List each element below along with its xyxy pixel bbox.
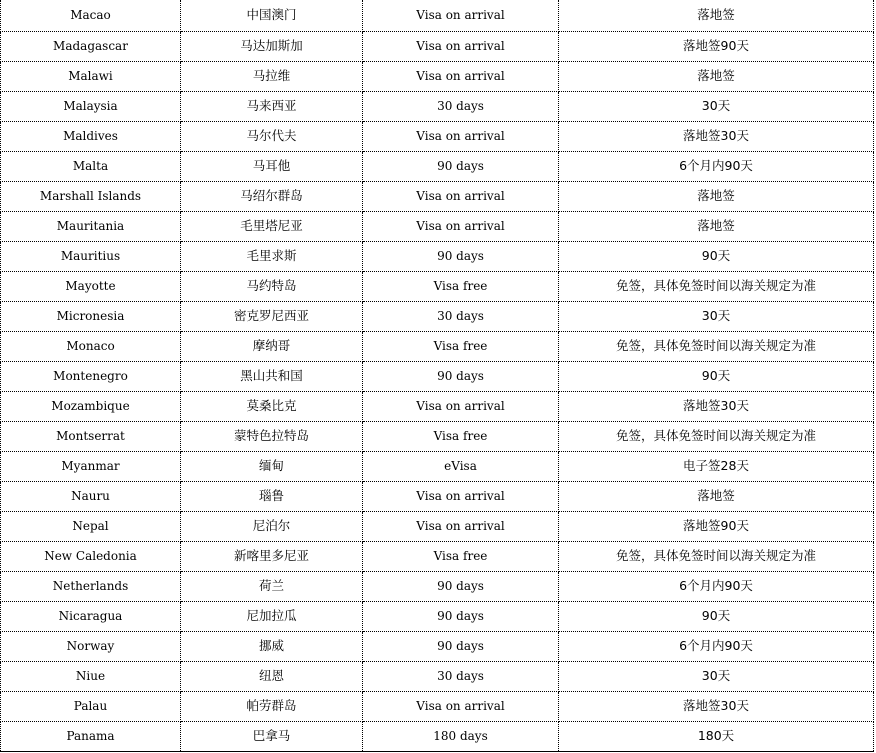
table-row xyxy=(1,31,874,61)
country-name-en: Palau xyxy=(1,691,181,721)
visa-policy-zh: 免签，具体免签时间以海关规定为准 xyxy=(559,421,874,451)
visa-policy-en: Visa on arrival xyxy=(363,211,559,241)
country-name-en: Maldives xyxy=(1,121,181,151)
visa-policy-zh: 免签，具体免签时间以海关规定为准 xyxy=(559,541,874,571)
visa-policy-en: Visa on arrival xyxy=(363,181,559,211)
country-name-zh: 尼加拉瓜 xyxy=(181,601,363,631)
country-name-en: Madagascar xyxy=(1,31,181,61)
country-name-zh: 纽恩 xyxy=(181,661,363,691)
country-name-en: Micronesia xyxy=(1,301,181,331)
country-name-en: Netherlands xyxy=(1,571,181,601)
visa-policy-zh: 6个月内90天 xyxy=(559,151,874,181)
table-row xyxy=(1,331,874,361)
country-name-zh: 马约特岛 xyxy=(181,271,363,301)
table-row xyxy=(1,121,874,151)
visa-policy-en: Visa on arrival xyxy=(363,121,559,151)
visa-policy-zh: 落地签90天 xyxy=(559,31,874,61)
visa-policy-en: 90 days xyxy=(363,241,559,271)
visa-policy-zh: 90天 xyxy=(559,361,874,391)
table-row xyxy=(1,391,874,421)
visa-policy-en: 90 days xyxy=(363,571,559,601)
visa-policy-zh: 落地签 xyxy=(559,481,874,511)
table-row xyxy=(1,451,874,481)
country-name-zh: 莫桑比克 xyxy=(181,391,363,421)
country-name-en: Niue xyxy=(1,661,181,691)
country-name-en: Myanmar xyxy=(1,451,181,481)
visa-policy-zh: 30天 xyxy=(559,661,874,691)
country-name-en: Mozambique xyxy=(1,391,181,421)
table-row xyxy=(1,511,874,541)
country-name-zh: 马尔代夫 xyxy=(181,121,363,151)
country-name-en: Mayotte xyxy=(1,271,181,301)
table-row xyxy=(1,241,874,271)
visa-policy-en: 30 days xyxy=(363,91,559,121)
country-name-en: Macao xyxy=(1,0,181,31)
country-name-zh: 黑山共和国 xyxy=(181,361,363,391)
visa-policy-en: 90 days xyxy=(363,601,559,631)
table-row xyxy=(1,481,874,511)
country-name-zh: 中国澳门 xyxy=(181,0,363,31)
table-row xyxy=(1,61,874,91)
visa-policy-zh: 90天 xyxy=(559,601,874,631)
visa-policy-en: Visa on arrival xyxy=(363,481,559,511)
visa-policy-zh: 30天 xyxy=(559,301,874,331)
visa-policy-zh: 落地签 xyxy=(559,211,874,241)
visa-table-body xyxy=(1,0,874,751)
country-name-en: Monaco xyxy=(1,331,181,361)
visa-policy-zh: 落地签30天 xyxy=(559,691,874,721)
country-name-en: New Caledonia xyxy=(1,541,181,571)
country-name-en: Malawi xyxy=(1,61,181,91)
table-row xyxy=(1,541,874,571)
table-row xyxy=(1,211,874,241)
country-name-zh: 马绍尔群岛 xyxy=(181,181,363,211)
country-name-zh: 马达加斯加 xyxy=(181,31,363,61)
visa-policy-zh: 落地签30天 xyxy=(559,121,874,151)
visa-policy-en: 30 days xyxy=(363,301,559,331)
visa-policy-zh: 落地签 xyxy=(559,61,874,91)
country-name-zh: 巴拿马 xyxy=(181,721,363,751)
table-row xyxy=(1,0,874,31)
table-row xyxy=(1,271,874,301)
visa-policy-zh: 落地签 xyxy=(559,181,874,211)
visa-policy-en: Visa on arrival xyxy=(363,0,559,31)
country-name-en: Panama xyxy=(1,721,181,751)
country-name-en: Nicaragua xyxy=(1,601,181,631)
country-name-zh: 帕劳群岛 xyxy=(181,691,363,721)
table-row xyxy=(1,181,874,211)
country-name-zh: 挪威 xyxy=(181,631,363,661)
visa-policy-en: Visa on arrival xyxy=(363,391,559,421)
table-row xyxy=(1,721,874,751)
table-row xyxy=(1,631,874,661)
visa-policy-en: 90 days xyxy=(363,631,559,661)
country-name-en: Montserrat xyxy=(1,421,181,451)
visa-policy-zh: 90天 xyxy=(559,241,874,271)
table-row xyxy=(1,571,874,601)
country-name-zh: 马拉维 xyxy=(181,61,363,91)
country-name-en: Norway xyxy=(1,631,181,661)
visa-policy-en: Visa free xyxy=(363,541,559,571)
visa-policy-zh: 6个月内90天 xyxy=(559,631,874,661)
country-name-zh: 毛里求斯 xyxy=(181,241,363,271)
table-row xyxy=(1,91,874,121)
table-row xyxy=(1,151,874,181)
country-name-en: Malaysia xyxy=(1,91,181,121)
visa-policy-en: Visa free xyxy=(363,331,559,361)
visa-policy-en: Visa on arrival xyxy=(363,691,559,721)
visa-policy-zh: 30天 xyxy=(559,91,874,121)
country-name-en: Montenegro xyxy=(1,361,181,391)
country-name-en: Nepal xyxy=(1,511,181,541)
table-row xyxy=(1,601,874,631)
country-name-en: Nauru xyxy=(1,481,181,511)
visa-policy-en: 180 days xyxy=(363,721,559,751)
visa-policy-zh: 180天 xyxy=(559,721,874,751)
country-name-zh: 尼泊尔 xyxy=(181,511,363,541)
visa-policy-en: Visa on arrival xyxy=(363,511,559,541)
country-name-zh: 马耳他 xyxy=(181,151,363,181)
country-name-zh: 瑙鲁 xyxy=(181,481,363,511)
country-name-zh: 新喀里多尼亚 xyxy=(181,541,363,571)
table-row xyxy=(1,691,874,721)
visa-policy-zh: 电子签28天 xyxy=(559,451,874,481)
table-row xyxy=(1,301,874,331)
visa-policy-en: Visa on arrival xyxy=(363,61,559,91)
country-name-zh: 摩纳哥 xyxy=(181,331,363,361)
visa-policy-zh: 免签，具体免签时间以海关规定为准 xyxy=(559,271,874,301)
visa-policy-zh: 6个月内90天 xyxy=(559,571,874,601)
visa-policy-zh: 落地签90天 xyxy=(559,511,874,541)
table-row xyxy=(1,661,874,691)
visa-policy-en: 30 days xyxy=(363,661,559,691)
table-row xyxy=(1,421,874,451)
country-name-zh: 缅甸 xyxy=(181,451,363,481)
visa-policy-en: Visa free xyxy=(363,271,559,301)
table-row xyxy=(1,361,874,391)
visa-policy-en: 90 days xyxy=(363,151,559,181)
country-name-en: Mauritania xyxy=(1,211,181,241)
country-name-zh: 马来西亚 xyxy=(181,91,363,121)
visa-policy-zh: 落地签 xyxy=(559,0,874,31)
visa-policy-en: 90 days xyxy=(363,361,559,391)
visa-policy-en: Visa free xyxy=(363,421,559,451)
country-name-zh: 蒙特色拉特岛 xyxy=(181,421,363,451)
country-name-en: Mauritius xyxy=(1,241,181,271)
country-name-en: Marshall Islands xyxy=(1,181,181,211)
visa-policy-zh: 免签，具体免签时间以海关规定为准 xyxy=(559,331,874,361)
visa-policy-zh: 落地签30天 xyxy=(559,391,874,421)
visa-policy-en: Visa on arrival xyxy=(363,31,559,61)
country-name-zh: 密克罗尼西亚 xyxy=(181,301,363,331)
country-name-zh: 荷兰 xyxy=(181,571,363,601)
country-name-zh: 毛里塔尼亚 xyxy=(181,211,363,241)
visa-policy-en: eVisa xyxy=(363,451,559,481)
country-name-en: Malta xyxy=(1,151,181,181)
